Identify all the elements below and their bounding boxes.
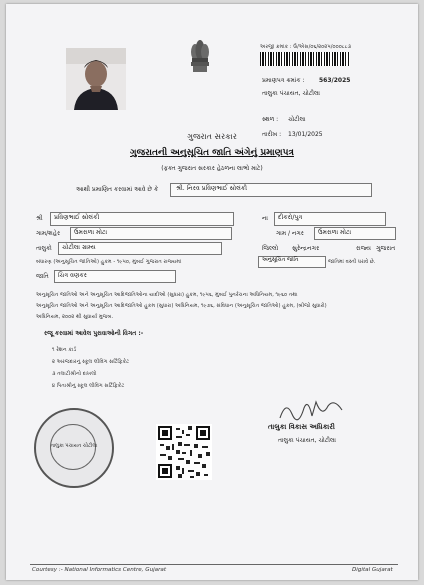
applicant-name: શ્રી. નિરવ પ્રવિણભાઈ સોલંકી bbox=[176, 185, 248, 192]
village-label: ગામ/શહેર bbox=[36, 230, 61, 237]
certificate-subtitle: (ફક્ત ગુજરાત સરકાર હેઠળના લાભો માટે) bbox=[161, 165, 263, 172]
place-value: ચોટીલા bbox=[288, 116, 306, 123]
signatory-title: તાલુકા વિકાસ અધિકારી bbox=[268, 423, 335, 431]
district-value: સુરેન્દ્રનગર bbox=[292, 245, 320, 252]
place-label: સ્થળ : bbox=[262, 116, 279, 123]
taluka-value: ચોટીલા ગ્રામ્ય bbox=[62, 244, 96, 251]
courtesy-text: Courtesy :- National Informatics Centre, Gujarat bbox=[32, 567, 167, 573]
relation-label: ના bbox=[262, 215, 268, 222]
father-name: પ્રવિણભાઈ સોલંકી bbox=[54, 214, 100, 221]
taluka-label: તાલુકો bbox=[36, 245, 52, 252]
document-item: ૪ પિતાશ્રીનું સ્કૂલ લીવિંગ સર્ટિફિકેટ bbox=[52, 383, 125, 389]
document-item: ૩ તલાટીશ્રીનો દાખલો bbox=[52, 371, 97, 377]
district-label: જિલ્લો bbox=[262, 245, 279, 252]
caste-label: જાતિ bbox=[36, 273, 49, 280]
applicant-photo bbox=[66, 48, 126, 110]
signature-scribble bbox=[276, 396, 346, 424]
government-title: ગુજરાત સરકાર bbox=[187, 132, 237, 141]
application-number: અરજી ક્રમાંક : ઉ/એસ/૦૬/૨૦૨૫/૦૦૦૮૮૩ bbox=[260, 44, 352, 50]
document-item: ૧ રેશન કાર્ડ bbox=[52, 347, 77, 353]
official-seal bbox=[34, 408, 114, 488]
village-value: ઉમરાળા મોટા bbox=[74, 229, 108, 236]
barcode bbox=[260, 52, 350, 66]
caste-category: અનુસૂચિત જાતિ bbox=[262, 257, 299, 263]
father-label: શ્રી bbox=[36, 215, 43, 222]
issue-date: 13/01/2025 bbox=[288, 131, 323, 138]
qr-code bbox=[156, 424, 212, 480]
document-item: ૨ અરજદારનું સ્કૂલ લીવિંગ સર્ટિફિકેટ bbox=[52, 359, 130, 365]
legal-text-line-2: અનુસૂચિત જાતિઓ અને અનુસૂચિત આદિજાતિઓ હુકમ (સુધારા) અધિનિયમ, ૧૯૭૬, સંવિધાન (અનુસૂચિત જાતિઓ) હુકમ, (બીજો સુધારો) bbox=[36, 303, 327, 309]
documents-heading: રજૂ કરવામાં આવેલ પુરાવાઓની વિગત :- bbox=[44, 330, 144, 337]
seal-text: તાલુકા પંચાયત ચોટીલા bbox=[50, 443, 98, 449]
caste-value: ચિત્ર વણકર bbox=[58, 272, 87, 279]
town-label: ગામ / નગર bbox=[276, 230, 304, 237]
certificate-page bbox=[6, 4, 418, 580]
digital-gujarat-text: Digital Gujarat bbox=[352, 567, 393, 573]
government-emblem bbox=[187, 36, 213, 74]
intro-text: આથી પ્રમાણિત કરવામાં આવે છે કે bbox=[76, 186, 159, 193]
certificate-number: 563/2025 bbox=[319, 77, 351, 84]
date-label: તારીખ : bbox=[262, 131, 282, 138]
relation-value: દીકરો/પુત્ર bbox=[278, 214, 303, 221]
signatory-office: તાલુકા પંચાયત, ચોટીલા bbox=[278, 437, 336, 444]
state-label: રાજ્ય bbox=[356, 245, 371, 252]
legal-text-line-1: અનુસૂચિત જાતિઓ અને અનુસૂચિત આદિજાતિઓના યાદીઓ (સુધારા) હુકમ, ૧૯૫૬, મુંબઈ પુનર્રચના અધિનિયમ, ૧૯૬૦ તથા bbox=[36, 292, 298, 298]
town-value: ઉમરાળા મોટા bbox=[318, 229, 352, 236]
state-value: ગુજરાત bbox=[376, 245, 396, 252]
caste-order-text: બંધારણ (અનુસૂચિત જાતિઓ) હુકમ - ૧૯૫૦, મુંબઈ ગુજરાત રાજ્યમાં bbox=[36, 259, 182, 265]
issuing-office: તાલુકા પંચાયત, ચોટીલા bbox=[262, 90, 320, 97]
caste-order-suffix: જાતિમાં વસ્તી ધરાવે છે. bbox=[328, 259, 376, 265]
legal-text-line-3: અધિનિયમ, ૨૦૦૨ થી સુધાર્યા મુજબ. bbox=[36, 314, 114, 320]
footer-divider bbox=[30, 564, 398, 565]
certificate-title: ગુજરાતની અનુસૂચિત જાતિ અંગેનું પ્રમાણપત્ર bbox=[130, 148, 294, 158]
certificate-number-label: પ્રમાણપત્ર ક્રમાંક : bbox=[262, 77, 305, 84]
